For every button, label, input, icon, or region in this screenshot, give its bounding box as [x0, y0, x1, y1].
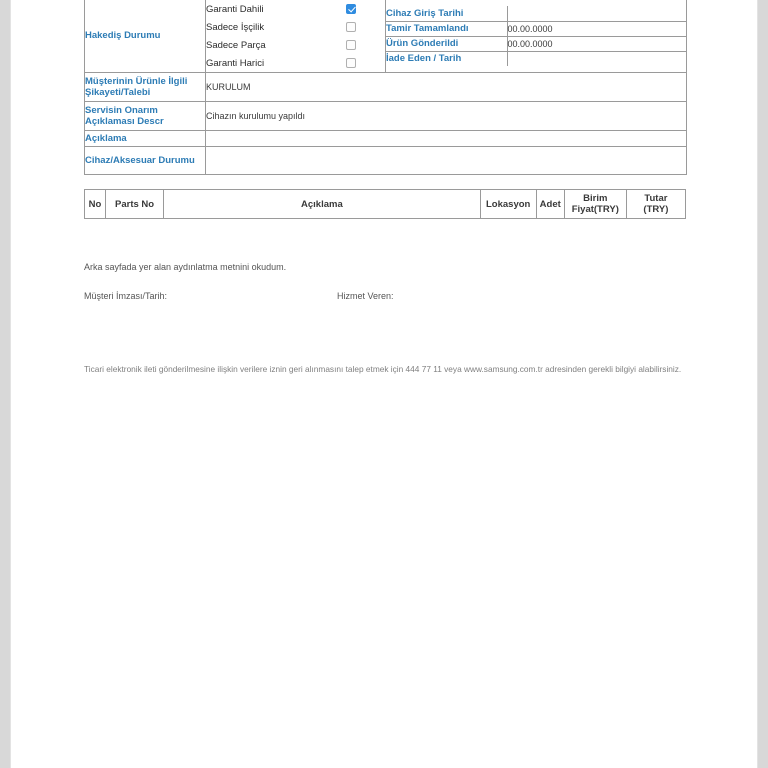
option-checkbox-cell-sadece-parca[interactable]: [346, 36, 385, 54]
date-row-tamir-tamamlandi: [386, 21, 687, 36]
parts-col-lokasyon: Lokasyon: [480, 190, 536, 219]
dates-table: [386, 6, 687, 66]
parts-col-aciklama: Açıklama: [164, 190, 481, 219]
warranty-options-table: [206, 0, 385, 72]
legal-disclaimer-line2: gerekli bilgiyi alabilirsiniz.: [588, 364, 682, 374]
option-checkbox-cell-garanti-dahili[interactable]: [346, 0, 385, 18]
parts-col-birim-fiyat-line2: Fiyat(TRY): [571, 204, 619, 215]
date-label-tamir-tamamlandi: Tamir Tamamlandı: [386, 21, 507, 36]
back-page-notice: Arka sayfada yer alan aydınlatma metnini okudum.: [84, 262, 287, 272]
date-value-cihaz-giris-tarihi[interactable]: [507, 6, 687, 21]
table-row-musteri-sikayeti: [85, 73, 687, 102]
date-label-cihaz-giris-tarihi: Cihaz Giriş Tarihi: [386, 6, 507, 21]
service-info-table: [84, 0, 687, 175]
option-label-sadece-parca: Sadece Parça: [206, 36, 346, 54]
option-row-garanti-dahili: [206, 0, 385, 18]
parts-table-header-row: [85, 190, 686, 219]
date-value-iade-eden-tarih[interactable]: [507, 51, 687, 66]
label-servis-onarim: Servisin Onarım Açıklaması Descr: [85, 102, 206, 131]
table-row-hakedis: [85, 0, 687, 73]
parts-col-birim-fiyat-line1: Birim: [583, 193, 608, 204]
date-row-iade-eden: [386, 51, 687, 66]
label-cihaz-aksesuar-durumu: Cihaz/Aksesuar Durumu: [85, 147, 206, 175]
label-aciklama: Açıklama: [85, 131, 206, 147]
parts-col-adet: Adet: [536, 190, 564, 219]
option-row-sadece-iscilik: [206, 18, 385, 36]
option-checkbox-cell-garanti-harici[interactable]: [346, 54, 385, 72]
value-aciklama[interactable]: [206, 131, 687, 147]
parts-col-birim-fiyat: [564, 190, 626, 219]
option-row-garanti-harici: [206, 54, 385, 72]
option-label-sadece-iscilik: Sadece İşçilik: [206, 18, 346, 36]
option-checkbox-cell-sadece-iscilik[interactable]: [346, 18, 385, 36]
table-row-aciklama: [85, 131, 687, 147]
hakedis-label: Hakediş Durumu: [85, 0, 206, 73]
signature-row: [84, 291, 686, 305]
table-row-cihaz-aksesuar: [85, 147, 687, 175]
signature-provider-label: Hizmet Veren:: [337, 291, 394, 301]
date-row-urun-gonderildi: [386, 36, 687, 51]
value-musteri-sikayeti[interactable]: KURULUM: [206, 73, 687, 102]
value-servis-onarim[interactable]: Cihazın kurulumu yapıldı: [206, 102, 687, 131]
hakedis-options-cell: [206, 0, 386, 73]
option-label-garanti-harici: Garanti Harici: [206, 54, 346, 72]
option-label-garanti-dahili: Garanti Dahili: [206, 0, 346, 18]
parts-col-tutar-line1: Tutar: [644, 193, 668, 204]
form-content: [84, 0, 686, 305]
checkbox-garanti-harici[interactable]: [346, 58, 356, 68]
signature-customer-label: Müşteri İmzası/Tarih:: [84, 291, 168, 301]
dates-cell: [386, 0, 687, 73]
date-label-urun-gonderildi: Ürün Gönderildi: [386, 36, 507, 51]
document-page: [11, 0, 757, 768]
legal-disclaimer: [84, 364, 684, 375]
value-cihaz-aksesuar-durumu[interactable]: [206, 147, 687, 175]
label-musteri-sikayeti: Müşterinin Ürünle İlgili Şikayeti/Talebi: [85, 73, 206, 102]
checkbox-sadece-parca[interactable]: [346, 40, 356, 50]
table-row-servis-onarim: [85, 102, 687, 131]
date-value-urun-gonderildi[interactable]: 00.00.0000: [507, 36, 687, 51]
parts-col-tutar: [626, 190, 685, 219]
date-row-cihaz-giris: [386, 6, 687, 21]
legal-disclaimer-line1: Ticari elektronik ileti gönderilmesine ilişkin verilere iznin geri alınmasını talep etmek için 444 77 11 veya www.samsung.com.tr adresinden: [84, 364, 587, 374]
date-label-iade-eden-tarih: İade Eden / Tarih: [386, 51, 507, 66]
parts-col-no: No: [85, 190, 106, 219]
checkbox-garanti-dahili[interactable]: [346, 4, 356, 14]
checkbox-sadece-iscilik[interactable]: [346, 22, 356, 32]
parts-col-parts-no: Parts No: [106, 190, 164, 219]
parts-table: [84, 189, 686, 219]
option-row-sadece-parca: [206, 36, 385, 54]
date-value-tamir-tamamlandi[interactable]: 00.00.0000: [507, 21, 687, 36]
parts-col-tutar-line2: (TRY): [643, 204, 669, 215]
